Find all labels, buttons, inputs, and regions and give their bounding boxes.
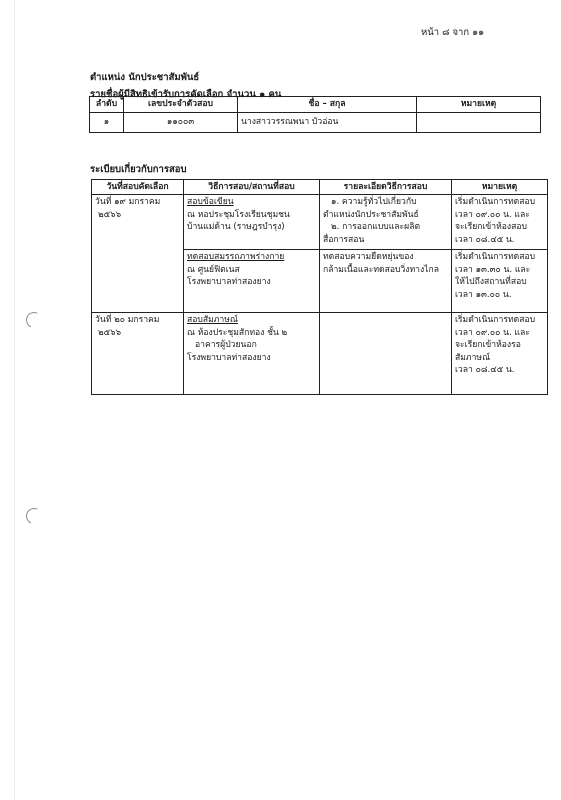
method-line: ณ หอประชุมโรงเรียนชุมชน <box>187 209 290 220</box>
note-line: เริ่มดำเนินการทดสอบ <box>455 197 536 208</box>
hole-punch-mark <box>24 506 45 527</box>
note-line: เวลา ๐๘.๔๕ น. <box>455 234 515 245</box>
schedule-table-header <box>92 180 548 195</box>
exam-rules-title: ระเบียบเกี่ยวกับการสอบ <box>90 164 187 175</box>
column-header: ชื่อ – สกุล <box>238 97 417 113</box>
column-header: เลขประจำตัวสอบ <box>124 97 238 113</box>
method-title: สอบข้อเขียน <box>187 197 234 208</box>
position-label: ตำแหน่ง นักประชาสัมพันธ์ <box>90 72 200 83</box>
column-header: วันที่สอบคัดเลือก <box>92 180 184 195</box>
column-header: ลำดับ <box>90 97 124 113</box>
hole-punch-mark <box>24 310 45 331</box>
method-title: ทดสอบสมรรถภาพร่างกาย <box>187 252 285 263</box>
exam-detail <box>320 313 452 395</box>
exam-date <box>92 250 184 313</box>
exam-method <box>184 250 320 313</box>
table-row <box>90 113 541 133</box>
date-line: วันที่ ๒๐ มกราคม <box>95 315 160 326</box>
note-line: จะเรียกเข้าห้องรอ <box>455 340 521 351</box>
method-line: ณ ศูนย์ฟิตเนส <box>187 264 240 275</box>
date-line: ๒๕๖๖ <box>98 209 122 220</box>
exam-detail <box>320 195 452 250</box>
note-line: เวลา ๑๓.๐๐ น. <box>455 289 512 300</box>
note-line: เวลา ๐๙.๐๐ น. และ <box>455 209 530 220</box>
exam-date <box>92 195 184 250</box>
detail-line: ๑. ความรู้ทั่วไปเกี่ยวกับ <box>331 197 417 208</box>
note-line: จะเรียกเข้าห้องสอบ <box>455 222 527 233</box>
method-line: อาคารผู้ป่วยนอก <box>195 340 257 351</box>
column-header: หมายเหตุ <box>452 180 548 195</box>
date-line: วันที่ ๑๙ มกราคม <box>95 197 161 208</box>
candidate-note <box>417 113 541 133</box>
detail-line: กล้ามเนื้อและทดสอบวิ่งทางไกล <box>323 264 439 275</box>
note-line: เริ่มดำเนินการทดสอบ <box>455 252 536 263</box>
candidate-table-header <box>90 97 541 113</box>
date-line: ๒๕๖๖ <box>98 327 122 338</box>
exam-method <box>184 195 320 250</box>
method-line: โรงพยาบาลท่าสองยาง <box>187 277 271 288</box>
note-line: เวลา ๐๙.๐๐ น. และ <box>455 327 530 338</box>
candidate-name: นางสาววรรณพนา บัวอ่อน <box>238 113 417 133</box>
table-row <box>92 250 548 313</box>
note-line: สัมภาษณ์ <box>455 352 491 363</box>
column-header: วิธีการสอบ/สถานที่สอบ <box>184 180 320 195</box>
method-title: สอบสัมภาษณ์ <box>187 315 238 326</box>
exam-date <box>92 313 184 395</box>
page-margin-line <box>14 0 15 800</box>
note-line: เวลา ๐๘.๔๕ น. <box>455 365 515 376</box>
note-line: เริ่มดำเนินการทดสอบ <box>455 315 536 326</box>
candidate-table <box>89 96 541 133</box>
detail-line: ทดสอบความยืดหยุ่นของ <box>323 252 414 263</box>
detail-line: สื่อการสอน <box>323 234 365 245</box>
exam-id: ๑๑๐๐๓ <box>124 113 238 133</box>
exam-schedule-table <box>91 179 548 395</box>
exam-note <box>452 195 548 250</box>
method-line: บ้านแม่ด้าน (ราษฎรบำรุง) <box>187 222 285 233</box>
exam-detail <box>320 250 452 313</box>
page-number: หน้า ๘ จาก ๑๑ <box>421 27 485 38</box>
table-row <box>92 313 548 395</box>
candidate-list-title: รายชื่อผู้มีสิทธิเข้ารับการคัดเลือก จำนวน ๑ คน <box>90 89 282 100</box>
column-header: รายละเอียดวิธีการสอบ <box>320 180 452 195</box>
exam-note <box>452 313 548 395</box>
detail-line: ตำแหน่งนักประชาสัมพันธ์ <box>323 209 419 220</box>
detail-line: ๒. การออกแบบและผลิต <box>331 222 421 233</box>
note-line: ให้ไปถึงสถานที่สอบ <box>455 277 527 288</box>
column-header: หมายเหตุ <box>417 97 541 113</box>
exam-note <box>452 250 548 313</box>
method-line: ณ ห้องประชุมสักทอง ชั้น ๒ <box>187 327 288 338</box>
exam-method <box>184 313 320 395</box>
note-line: เวลา ๑๓.๓๐ น. และ <box>455 264 531 275</box>
row-number: ๑ <box>90 113 124 133</box>
method-line: โรงพยาบาลท่าสองยาง <box>187 352 271 363</box>
table-row <box>92 195 548 250</box>
